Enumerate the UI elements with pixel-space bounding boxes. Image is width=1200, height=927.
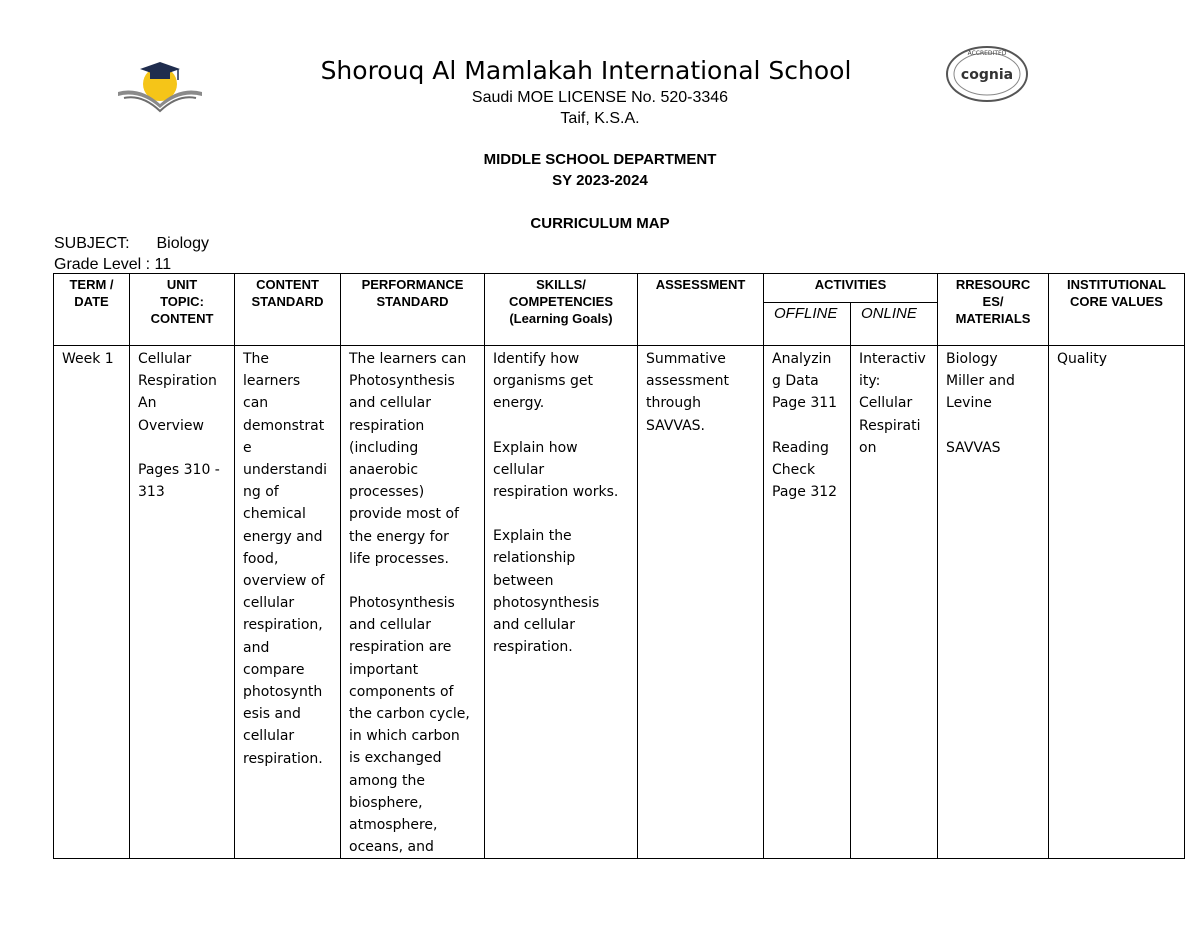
curriculum-map-table [53, 273, 1185, 859]
grade-level: Grade Level : 11 [54, 256, 172, 273]
department-heading: MIDDLE SCHOOL DEPARTMENT [483, 151, 717, 168]
text-line: Cellular [859, 395, 913, 412]
text-line: atmosphere, [349, 817, 438, 834]
text-line: Overview [138, 417, 204, 434]
text-line: Summative [646, 351, 726, 367]
text-line: demonstrat [243, 417, 325, 434]
text-line [349, 570, 478, 592]
text-line: DATE [74, 294, 109, 309]
header-unit [130, 274, 235, 346]
text-line: Photosynthesis [349, 373, 455, 390]
text-line: the energy for [349, 528, 449, 545]
text-line: cellular [243, 595, 295, 612]
text-line: SAVVAS [946, 439, 1001, 456]
subject-value: Biology [156, 235, 209, 252]
text-line: (including [349, 439, 419, 456]
text-line: compare [243, 661, 305, 678]
text-line: STANDARD [376, 294, 449, 309]
text-line [772, 415, 844, 437]
text-line: INSTITUTIONAL [1067, 277, 1166, 292]
text-line: anaerobic [349, 462, 419, 479]
text-line: in which carbon [349, 728, 460, 745]
document-title: CURRICULUM MAP [530, 215, 670, 232]
text-line: Page 312 [772, 484, 838, 501]
text-line: TERM / [69, 277, 114, 292]
text-line: respiration are [349, 639, 452, 656]
text-line: oceans, and [349, 839, 434, 856]
text-line: ity: [859, 373, 881, 390]
text-line: assessment [646, 373, 729, 390]
subject-label: SUBJECT: [54, 235, 130, 252]
cell-performance-standard [341, 346, 485, 859]
text-line: Page 311 [772, 395, 838, 412]
text-line: the carbon cycle, [349, 706, 470, 723]
text-line: Pages 310 - [138, 461, 220, 478]
header-content-standard [235, 274, 341, 346]
text-line: Respiration [138, 373, 217, 390]
text-line: Photosynthesis [349, 595, 455, 612]
school-year-heading: SY 2023-2024 [552, 172, 648, 189]
text-line: Interactiv [859, 351, 926, 367]
text-line: Week 1 [62, 351, 114, 367]
text-line: organisms get [493, 373, 593, 390]
text-line: respiration. [493, 639, 573, 656]
cell-term [54, 346, 130, 859]
text-line: important [349, 661, 419, 678]
text-line: esis and [243, 706, 301, 723]
text-line: SKILLS/ [536, 277, 586, 292]
text-line: chemical [243, 506, 306, 523]
text-line: life processes. [349, 550, 449, 567]
text-line: biosphere, [349, 794, 423, 811]
text-line: through [646, 395, 702, 412]
text-line: ES/ [982, 294, 1004, 309]
text-line: PERFORMANCE [361, 277, 464, 292]
text-line: RRESOURC [955, 277, 1031, 292]
text-line: UNIT [166, 277, 198, 292]
text-line: and cellular [349, 395, 431, 412]
header-resources [938, 274, 1049, 346]
subject-line [54, 235, 209, 253]
header-offline: OFFLINE [764, 303, 851, 346]
text-line: respiration [349, 417, 425, 434]
text-line: photosynth [243, 684, 323, 701]
text-line: CORE VALUES [1070, 294, 1163, 309]
seal-wordmark: cognia [960, 67, 1014, 83]
license-line: Saudi MOE LICENSE No. 520-3346 [471, 89, 729, 106]
text-line: and [243, 639, 270, 656]
header-performance-standard [341, 274, 485, 346]
text-line: learners [243, 373, 301, 390]
text-line [946, 415, 1042, 437]
text-line: and cellular [493, 617, 575, 634]
cell-resources [938, 346, 1049, 859]
school-name: Shorouq Al Mamlakah International School [320, 56, 852, 85]
cell-unit [130, 346, 235, 859]
text-line: Reading [772, 439, 829, 456]
cell-offline-activities [764, 346, 851, 859]
text-line: can [243, 395, 269, 412]
text-line: among the [349, 772, 425, 789]
text-line: Cellular [138, 351, 192, 367]
text-line: photosynthesis [493, 594, 600, 611]
text-line [493, 415, 631, 437]
text-line: CONTENT [256, 277, 319, 292]
text-line: respiration works. [493, 484, 619, 501]
header-skills [485, 274, 638, 346]
seal-ring-text: ACCREDITED [967, 50, 1007, 57]
text-line: Miller and [946, 373, 1015, 390]
table-row [54, 346, 1185, 859]
cell-skills [485, 346, 638, 859]
text-line: energy and [243, 528, 323, 545]
header-core-values [1049, 274, 1185, 346]
text-line: An [138, 395, 157, 412]
text-line: between [493, 572, 554, 589]
text-line: COMPETENCIES [508, 294, 613, 309]
text-line: cellular [493, 461, 545, 478]
text-line: Analyzin [772, 351, 832, 367]
text-line: provide most of [349, 506, 459, 523]
text-line: cellular [243, 728, 295, 745]
text-line: processes) [349, 484, 425, 501]
cell-online-activities [851, 346, 938, 859]
text-line: CONTENT [150, 311, 214, 326]
text-line: components of [349, 683, 454, 700]
text-line: TOPIC: [160, 294, 204, 309]
header-online: ONLINE [851, 303, 938, 346]
text-line: Check [772, 461, 816, 478]
text-line: food, [243, 550, 279, 567]
text-line: understandi [243, 462, 328, 479]
text-line: STANDARD [251, 294, 324, 309]
cell-core-values [1049, 346, 1185, 859]
text-line: Explain the [493, 528, 572, 545]
header-term [54, 274, 130, 346]
cell-content-standard [235, 346, 341, 859]
text-line: Respirati [859, 417, 921, 434]
text-line [493, 503, 631, 525]
header-activities: ACTIVITIES [764, 274, 938, 303]
text-line: The [243, 351, 270, 367]
text-line: Explain how [493, 439, 578, 456]
text-line: 313 [138, 484, 165, 501]
text-line: relationship [493, 550, 576, 567]
text-line: overview of [243, 573, 325, 590]
text-line: Levine [946, 395, 992, 412]
text-line: respiration. [243, 750, 323, 767]
text-line: and cellular [349, 617, 431, 634]
text-line: ng of [243, 484, 279, 501]
cell-assessment [638, 346, 764, 859]
text-line: (Learning Goals) [509, 311, 613, 326]
text-line: energy. [493, 395, 545, 412]
text-line: respiration, [243, 617, 323, 634]
text-line [138, 437, 228, 459]
text-line: SAVVAS. [646, 417, 706, 434]
text-line: Identify how [493, 351, 580, 367]
text-line: MATERIALS [955, 311, 1031, 326]
text-line: g Data [772, 373, 819, 390]
text-line: Quality [1057, 351, 1108, 367]
text-line: Biology [946, 351, 998, 367]
text-line: is exchanged [349, 750, 442, 767]
text-line: The learners can [349, 351, 467, 367]
header-assessment: ASSESSMENT [638, 274, 764, 346]
text-line: e [243, 439, 252, 456]
text-line: on [859, 439, 877, 456]
location-line: Taif, K.S.A. [560, 110, 640, 127]
